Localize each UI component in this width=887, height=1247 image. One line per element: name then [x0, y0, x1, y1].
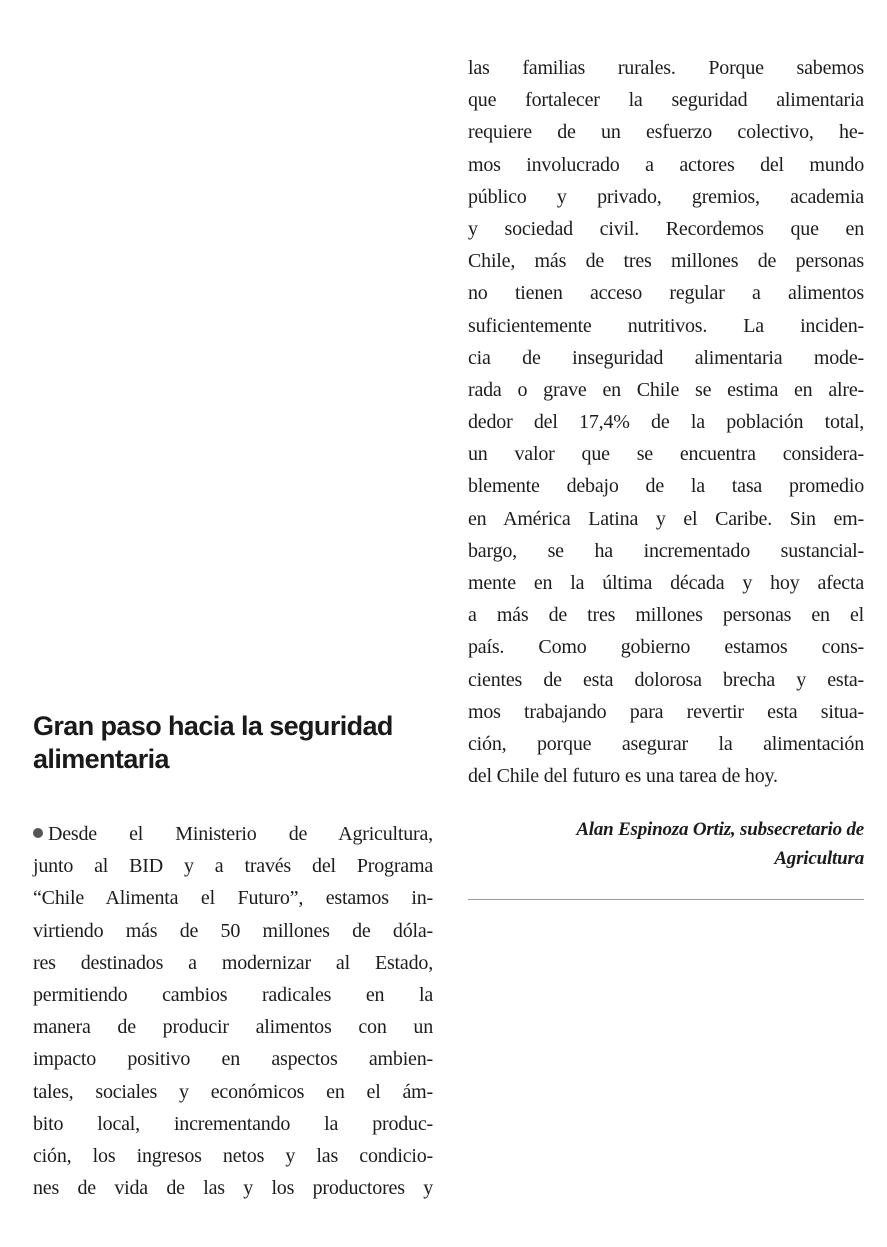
- byline-line-2: Agricultura: [774, 848, 864, 870]
- author-byline: [468, 815, 864, 873]
- byline-line-1: Alan Espinoza Ortiz, subsecretario de: [576, 819, 864, 841]
- body-line: mos trabajando para revertir esta situa-: [468, 700, 864, 723]
- body-line: Desde el Ministerio de Agricultura,: [33, 818, 433, 850]
- body-line: tales, sociales y económicos en el ám-: [33, 1080, 433, 1103]
- body-line: mos involucrado a actores del mundo: [468, 153, 864, 176]
- body-line: cientes de esta dolorosa brecha y esta-: [468, 668, 864, 691]
- body-line: que fortalecer la seguridad alimentaria: [468, 89, 864, 112]
- body-line: bito local, incrementando la produc-: [33, 1112, 433, 1135]
- body-line: nes de vida de las y los productores y: [33, 1177, 433, 1200]
- left-body-text: [33, 818, 433, 1204]
- body-line: rada o grave en Chile se estima en alre-: [468, 378, 864, 401]
- bullet-icon: [33, 828, 43, 838]
- body-line: mente en la última década y hoy afecta: [468, 572, 864, 594]
- right-column: [468, 52, 864, 900]
- body-line: dedor del 17,4% de la población total,: [468, 411, 864, 434]
- headline: [33, 710, 433, 776]
- body-line: público y privado, gremios, academia: [468, 185, 864, 208]
- body-line: permitiendo cambios radicales en la: [33, 983, 433, 1006]
- body-line: las familias rurales. Porque sabemos: [468, 57, 864, 79]
- body-line: y sociedad civil. Recordemos que en: [468, 217, 864, 240]
- body-line: del Chile del futuro es una tarea de hoy.: [468, 765, 778, 788]
- body-line: blemente debajo de la tasa promedio: [468, 475, 864, 498]
- body-line: bargo, se ha incrementado sustancial-: [468, 539, 864, 562]
- body-line: a más de tres millones personas en el: [468, 604, 864, 627]
- body-line: Chile, más de tres millones de personas: [468, 250, 864, 273]
- headline-line-1: Gran paso hacia la seguridad: [33, 711, 393, 741]
- body-line: ción, los ingresos netos y las condicio-: [33, 1144, 433, 1167]
- body-line: “Chile Alimenta el Futuro”, estamos in-: [33, 887, 433, 910]
- body-line: impacto positivo en aspectos ambien-: [33, 1048, 433, 1071]
- body-line: ción, porque asegurar la alimentación: [468, 732, 864, 755]
- body-line: país. Como gobierno estamos cons-: [468, 636, 864, 659]
- body-line: requiere de un esfuerzo colectivo, he-: [468, 121, 864, 144]
- body-line: junto al BID y a través del Programa: [33, 855, 433, 878]
- body-line: res destinados a modernizar al Estado,: [33, 951, 433, 974]
- body-line: cia de inseguridad alimentaria mode-: [468, 346, 864, 369]
- body-line: un valor que se encuentra considera-: [468, 443, 864, 466]
- left-column: [33, 710, 433, 1204]
- body-line: virtiendo más de 50 millones de dóla-: [33, 919, 433, 942]
- body-line: no tienen acceso regular a alimentos: [468, 282, 864, 305]
- headline-line-2: alimentaria: [33, 744, 169, 774]
- body-line: suficientemente nutritivos. La inciden-: [468, 314, 864, 337]
- divider: [468, 899, 864, 900]
- right-body-text: [468, 52, 864, 792]
- body-line: en América Latina y el Caribe. Sin em-: [468, 507, 864, 530]
- body-line: manera de producir alimentos con un: [33, 1016, 433, 1039]
